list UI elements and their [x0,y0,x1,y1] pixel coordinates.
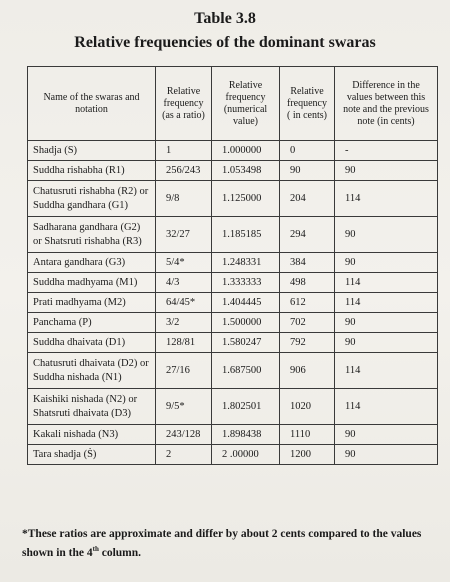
swara-name-cell: Suddha madhyama (M1) [28,273,156,293]
difference-cell: 114 [335,293,438,313]
swara-name-cell: Chatusruti rishabha (R2) or Suddha gandhara (G1) [28,181,156,217]
cents-cell: 1020 [280,389,335,425]
numerical-value-cell: 1.802501 [212,389,280,425]
table-row [28,217,438,253]
numerical-value-cell: 1.898438 [212,425,280,445]
swara-frequency-table [27,66,438,465]
difference-cell: 90 [335,313,438,333]
cents-cell: 792 [280,333,335,353]
ratio-cell: 2 [156,445,212,465]
table-row [28,389,438,425]
table-number: Table 3.8 [194,10,256,27]
swara-name-cell: Chatusruti dhaivata (D2) or Suddha nishada (N1) [28,353,156,389]
header-difference: Difference in the values between this note and the previous note (in cents) [335,67,438,141]
numerical-value-cell: 1.248331 [212,253,280,273]
ratio-cell: 4/3 [156,273,212,293]
cents-cell: 1110 [280,425,335,445]
ratio-cell: 32/27 [156,217,212,253]
difference-cell: 114 [335,353,438,389]
cents-cell: 0 [280,141,335,161]
table-row [28,313,438,333]
swara-name-cell: Antara gandhara (G3) [28,253,156,273]
table-row [28,293,438,313]
difference-cell: 90 [335,445,438,465]
table-row [28,181,438,217]
cents-cell: 702 [280,313,335,333]
table-row [28,353,438,389]
table-row [28,141,438,161]
difference-cell: 90 [335,217,438,253]
swara-name-cell: Tara shadja (Ṡ) [28,445,156,465]
ratio-cell: 5/4* [156,253,212,273]
table-row [28,333,438,353]
numerical-value-cell: 1.333333 [212,273,280,293]
table-row [28,425,438,445]
swara-name-cell: Suddha rishabha (R1) [28,161,156,181]
numerical-value-cell: 1.500000 [212,313,280,333]
swara-name-cell: Panchama (P) [28,313,156,333]
ratio-cell: 243/128 [156,425,212,445]
cents-cell: 294 [280,217,335,253]
cents-cell: 498 [280,273,335,293]
numerical-value-cell: 1.687500 [212,353,280,389]
header-numerical: Relative frequency (numerical value) [212,67,280,141]
numerical-value-cell: 1.404445 [212,293,280,313]
ratio-cell: 9/5* [156,389,212,425]
ratio-cell: 64/45* [156,293,212,313]
ratio-cell: 9/8 [156,181,212,217]
table-row [28,273,438,293]
ratio-cell: 3/2 [156,313,212,333]
difference-cell: 90 [335,253,438,273]
numerical-value-cell: 2 .00000 [212,445,280,465]
difference-cell: 114 [335,273,438,293]
cents-cell: 1200 [280,445,335,465]
cents-cell: 204 [280,181,335,217]
swara-name-cell: Prati madhyama (M2) [28,293,156,313]
ratio-cell: 1 [156,141,212,161]
numerical-value-cell: 1.000000 [212,141,280,161]
table-header-row [28,67,438,141]
ratio-cell: 256/243 [156,161,212,181]
ratio-cell: 128/81 [156,333,212,353]
cents-cell: 90 [280,161,335,181]
cents-cell: 906 [280,353,335,389]
table-row [28,161,438,181]
ratio-cell: 27/16 [156,353,212,389]
numerical-value-cell: 1.580247 [212,333,280,353]
swara-name-cell: Shadja (S) [28,141,156,161]
difference-cell: 114 [335,181,438,217]
swara-name-cell: Sadharana gandhara (G2) or Shatsruti rishabha (R3) [28,217,156,253]
swara-name-cell: Kakali nishada (N3) [28,425,156,445]
difference-cell: - [335,141,438,161]
header-swara-name: Name of the swaras and notation [28,67,156,141]
cents-cell: 612 [280,293,335,313]
difference-cell: 90 [335,333,438,353]
table-row [28,445,438,465]
difference-cell: 114 [335,389,438,425]
header-cents: Relative frequency ( in cents) [280,67,335,141]
header-ratio: Relative frequency (as a ratio) [156,67,212,141]
footnote: *These ratios are approximate and differ by about 2 cents compared to the values shown in the 4th column. [22,528,422,559]
difference-cell: 90 [335,425,438,445]
swara-name-cell: Kaishiki nishada (N2) or Shatsruti dhaivata (D3) [28,389,156,425]
difference-cell: 90 [335,161,438,181]
swara-name-cell: Suddha dhaivata (D1) [28,333,156,353]
numerical-value-cell: 1.125000 [212,181,280,217]
table-title: Relative frequencies of the dominant swaras [74,34,376,51]
numerical-value-cell: 1.185185 [212,217,280,253]
table-row [28,253,438,273]
cents-cell: 384 [280,253,335,273]
numerical-value-cell: 1.053498 [212,161,280,181]
